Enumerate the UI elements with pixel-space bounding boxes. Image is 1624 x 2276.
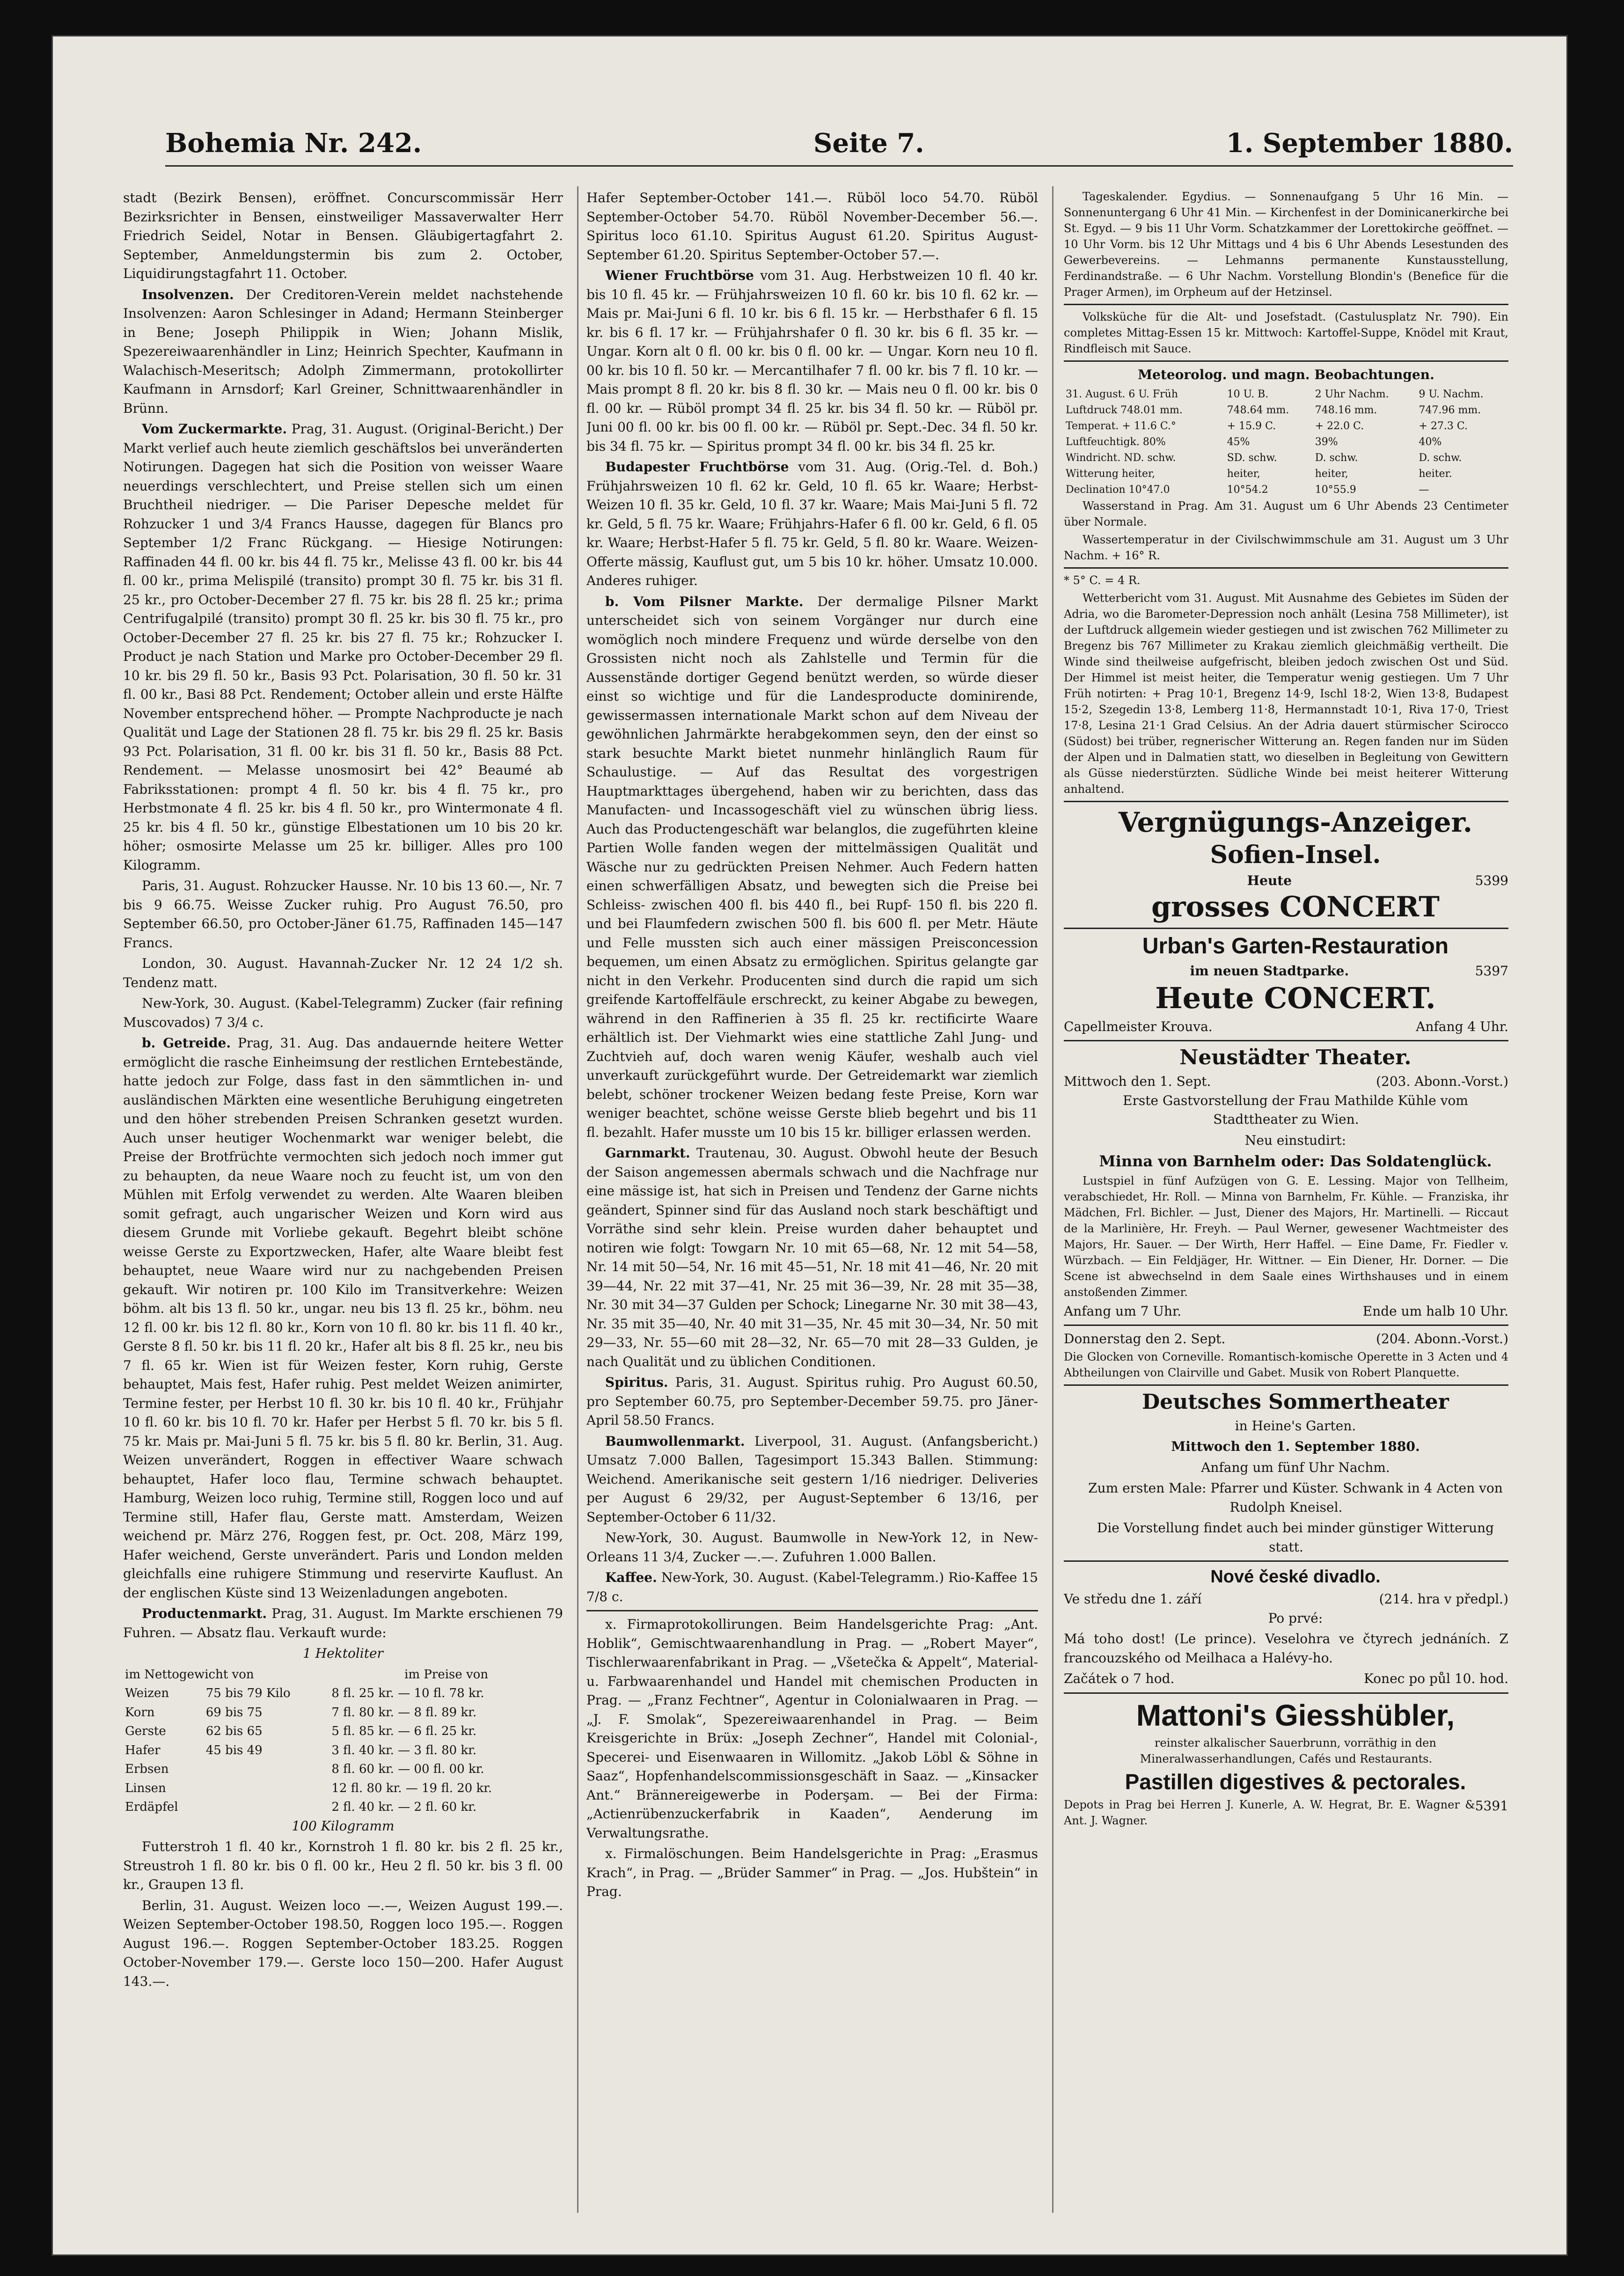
table-cell: 7 fl. 80 kr. — 8 fl. 89 kr. [331, 1705, 477, 1720]
ad-number: 5399 [1475, 872, 1508, 888]
nove-abonn: (214. hra v předpl.) [1379, 1591, 1508, 1607]
table-row [1064, 482, 1508, 498]
divider [1064, 1560, 1508, 1562]
table-cell: Temperat. + 11.6 C.° [1066, 420, 1176, 432]
table-cell: 2 fl. 40 kr. — 2 fl. 60 kr. [331, 1800, 477, 1814]
donn-date: Donnerstag den 2. Sept. [1064, 1331, 1226, 1347]
neu-abonn: (203. Abonn.-Vorst.) [1376, 1074, 1508, 1089]
table-row [1064, 387, 1508, 403]
table-cell: Gerste [125, 1724, 166, 1738]
zucker-heading: Vom Zuckermarkte. [142, 421, 287, 437]
table-cell: Weizen [125, 1686, 169, 1700]
sommer-date: Mittwoch den 1. September 1880. [1171, 1439, 1420, 1454]
table-row [123, 1741, 563, 1760]
neu-date: Mittwoch den 1. Sept. [1064, 1074, 1211, 1089]
table-cell: heiter. [1419, 468, 1452, 480]
table-row [1064, 466, 1508, 482]
neu-start-line [1064, 1302, 1508, 1321]
nove-divadlo-title: Nové české divadlo. [1210, 1567, 1381, 1587]
volkskueche-text: Volksküche für die Alt- und Josefstadt. (Castulusplatz Nr. 790). Ein completes Mittag-Essen 15 kr. Mittwoch: Kartoffel-Suppe, Knödel mit Kraut, Rindfleisch mit Sauce. [1064, 310, 1508, 355]
table-cell: — [1419, 483, 1429, 496]
table-cell: heiter, [1315, 468, 1348, 480]
table-cell: Declination 10°47.0 [1066, 483, 1170, 496]
nove-date: Ve středu dne 1. září [1064, 1591, 1202, 1607]
table-cell: 10°54.2 [1227, 483, 1268, 496]
berlin-cont-text: Hafer September-October 141.—. Rüböl loco 54.70. Rüböl September-October 54.70. Rüböl November-December 56.—. Spiritus loco 61.10. Spiritus August 61.20. Spiritus August-September 61.20. Spiritus September-October 57.—. [586, 190, 1038, 263]
table-row [123, 1798, 563, 1817]
divider [1064, 1040, 1508, 1041]
table-header [123, 1665, 563, 1684]
sommertheater-title: Deutsches Sommertheater [1142, 1390, 1449, 1414]
table-cell: + 22.0 C. [1315, 420, 1364, 432]
table-row [1064, 450, 1508, 466]
minna-cast: Lustspiel in fünf Aufzügen von G. E. Lessing. Major von Tellheim, verabschiedet, Hr. Roll. — Minna von Barnhelm, Fr. Kühle. — Franziska, ihr Mädchen, Frl. Bichler. — Just, Diener des Majors, Hr. Martinelli. — Riccaut de la Marlinière, Hr. Freyh. — Paul Werner, gewesener Wachtmeister des Majors, Hr. Sauer. — Der Wirth, Herr Haffel. — Eine Dame, Fr. Fiedler v. Würzbach. — Ein Feldjäger, Hr. Wittner. — Ein Diener, Hr. Dorner. — Die Scene ist abwechselnd in dem Saale eines Wirthshauses und in einem anstoßenden Zimmer. [1064, 1174, 1508, 1299]
note-text: * 5° C. = 4 R. [1064, 573, 1141, 587]
table-cell: Hafer [125, 1743, 161, 1757]
table-cell: 2 Uhr Nachm. [1315, 388, 1389, 400]
table-cell: 747.96 mm. [1419, 404, 1481, 416]
column-1 [123, 189, 563, 2220]
table-row [123, 1722, 563, 1741]
table-cell: 45 bis 49 [205, 1743, 263, 1757]
london-text: London, 30. August. Havannah-Zucker Nr. 12 24 1/2 sh. Tendenz matt. [123, 956, 563, 990]
spiritus-text: Paris, 31. August. Spiritus ruhig. Pro August 60.50, pro September 60.75, pro September-December 59.75. pro Jäner-April 58.50 Francs. [586, 1375, 1038, 1428]
table-cell: 5 fl. 85 kr. — 6 fl. 25 kr. [331, 1724, 477, 1738]
divider [1064, 1384, 1508, 1386]
table-cell: D. schw. [1419, 452, 1462, 464]
glocken-text: Die Glocken von Corneville. Romantisch-komische Operette in 3 Acten und 4 Abtheilungen von Clairville und Gabet. Musik von Robert Planquette. [1064, 1350, 1508, 1379]
urban-sub: im neuen Stadtparke. [1190, 963, 1349, 979]
meteo-table [1064, 387, 1508, 498]
neustaedter-title: Neustädter Theater. [1179, 1046, 1412, 1069]
wetterbericht-text: Wetterbericht vom 31. August. Mit Ausnahme des Gebietes im Süden der Adria, wo die Barometer-Depression noch anhält (Lesina 758 Millimeter), ist der Luftdruck allgemein wieder gestiegen und ist zwischen 762 Millimeter zu Bregenz bis 767 Millimeter zu Krakau ziemlich gleichmäßig vertheilt. Die Winde sind theilweise aufgefrischt, bleiben jedoch zwischen Ost und Süd. Der Himmel ist meist heiter, die Temperatur wenig gestiegen. Um 7 Uhr Früh notirten: + Prag 10·1, Bregenz 14·9, Ischl 18·2, Wien 13·8, Budapest 15·2, Szegedin 13·8, Lemberg 11·8, Hermannstadt 10·1, Riva 17·0, Triest 17·8, Lesina 21·1 Grad Celsius. An der Adria dauert stürmischer Scirocco (Südost) bei trüber, regnerischer Witterung an. Regen fanden nur im Süden der Alpen und in Dalmatien statt, wo dieselben in Begleitung von Gewittern als Güsse niederstürzten. Südliche Winde bei meist heiterer Witterung anhaltend. [1064, 591, 1508, 796]
paris-text: Paris, 31. August. Rohzucker Hausse. Nr. 10 bis 13 60.—, Nr. 7 bis 9 66.75. Weisse Zucker ruhig. Pro August 76.50, pro September 66.50, pro October-Jäner 61.75, Raffinaden 145—147 Francs. [123, 878, 563, 951]
table-row [123, 1760, 563, 1779]
kaffee-text: New-York, 30. August. (Kabel-Telegramm.) Rio-Kaffee 15 7/8 c. [586, 1570, 1038, 1604]
table-row [123, 1779, 563, 1798]
table-cell: Windricht. ND. schw. [1066, 452, 1176, 464]
table-cell [204, 1760, 330, 1779]
heute-label: Heute [1247, 872, 1292, 888]
baum-text: Liverpool, 31. August. (Anfangsbericht.) Umsatz 7.000 Ballen, Tagesimport 15.343 Ballen. Stimmung: Weichend. Amerikanische seit gestern 1/16 niedriger. Deliveries per August 6 29/32, per August-September 6 13/16, per September-October 6 11/32. [586, 1433, 1038, 1525]
table-cell: 40% [1419, 436, 1442, 448]
table-cell: Korn [125, 1705, 155, 1720]
pest-text: vom 31. Aug. (Orig.-Tel. d. Boh.) Frühjahrsweizen 10 fl. 62 kr. Geld, 10 fl. 65 kr. Waare; Herbst-Weizen 10 fl. 35 kr. Geld, 10 fl. 37 kr. Waare; Mais Mai-Juni 5 fl. 72 kr. Geld, 5 fl. 75 kr. Waare; Frühjahrs-Hafer 6 fl. 00 kr. Geld, 6 fl. 05 kr. Waare; Herbst-Hafer 5 fl. 75 kr. Geld, 5 fl. 80 kr. Waare. Weizen-Offerte mässig, Kauflust gut, um 5 bis 10 kr. höher. Umsatz 10.000. Anderes ruhiger. [586, 459, 1038, 588]
produkten-text: Prag, 31. August. Im Markte erschienen 79 Fuhren. — Absatz flau. Verkauft wurde: [123, 1606, 563, 1640]
urban-title: Urban's Garten-Restauration [1142, 934, 1449, 959]
divider [1064, 1325, 1508, 1326]
column-2 [586, 189, 1038, 2220]
table-row [1064, 403, 1508, 418]
divider [586, 1610, 1038, 1611]
pilsen-text: Der dermalige Pilsner Markt unterscheidet sich von seinem Vorgänger nur durch eine womöglich noch mindere Frequenz und würde derselbe von den Grossisten nicht noch als Zahlstelle und Termin für die Aussenstände dortiger Gegend benützt werden, so würde dieser einst so wichtige und für die Landesproducte dominirende, gewissermassen internationale Markt schon auf dem Niveau der gewöhnlichen Jahrmärkte herabgekommen seyn, den der einst so stark besuchte Markt bietet nunmehr hinlänglich Raum für Schaulustige. — Auf das Resultat des vorgestrigen Hauptmarkttages übergehend, haben wir zu berichten, dass das Manufacten- und Incassogeschäft viel zu wünschen übrig liess. Auch das Productengeschäft war belanglos, die zugeführten kleine Partien Wolle fanden wegen der mittelmässigen Qualität und Wäsche nur zu gedrückten Preisen Nehmer. Auch Federn hatten einen schwerfälligen Absatz, und bewegten sich die Preise bei Schleiss- zwischen 400 fl. bis 440 fl., bei Rupf- 150 fl. bis 220 fl. und bei Flaumfedern zwischen 500 fl. bis 600 fl. per Metr. Häute und Felle mussten sich auch einer mässigen Preisconcession bequemen, um einen Absatz zu ermöglichen. Spiritus gelangte gar nicht in den Verkehr. Producenten sind durch die rapid um sich greifende Kartoffelfäule erschreckt, zu keiner Abgabe zu bewegen, während in den Raffinerien à 35 fl. 25 kr. rectificirte Waare erhältlich ist. Der Viehmarkt wies eine stattliche Zahl Jung- und Zuchtvieh auf, doch waren wenig Käufer, weshalb auch viel unverkauft zurückgeführt wurde. Der Getreidemarkt war ziemlich belebt, schöner trockener Weizen bedang feste Preise, Korn war weniger beachtet, schöne weisse Gerste blieb begehrt und bis 11 fl. bezahlt. Hafer musste um 10 bis 15 kr. billiger erlassen werden. [586, 593, 1038, 1140]
sofien-title: Sofien-Insel. [1210, 840, 1381, 869]
table-cell: + 15.9 C. [1227, 420, 1276, 432]
column-rule [1052, 186, 1053, 2213]
ad-number: 5391 [1475, 1798, 1508, 1814]
neu-end: Ende um halb 10 Uhr. [1362, 1303, 1508, 1319]
getreide-heading: b. Getreide. [142, 1035, 231, 1051]
column-rule [577, 186, 578, 2213]
divider [1064, 928, 1508, 929]
sommer-play: Zum ersten Male: Pfarrer und Küster. Schwank in 4 Acten von Rudolph Kneisel. [1088, 1480, 1503, 1515]
newspaper-page [51, 35, 1568, 2256]
neu-date-line [1064, 1072, 1508, 1091]
table-cell: D. schw. [1315, 452, 1358, 464]
table-cell: 10 U. B. [1227, 388, 1269, 400]
nove-play: Má toho dost! (Le prince). Veselohra ve čtyrech jednáních. Z francouzského od Meilhaca a Halévy-ho. [1064, 1631, 1508, 1666]
table-cell: 748.64 mm. [1227, 404, 1289, 416]
kilo-caption: 100 Kilogramm [292, 1818, 395, 1834]
sommer-venue: in Heine's Garten. [1235, 1418, 1356, 1434]
nove-start: Začátek o 7 hod. [1064, 1671, 1175, 1686]
urban-sub-line [1064, 962, 1508, 981]
table-cell: 748.16 mm. [1315, 404, 1377, 416]
date: 1. September 1880. [1226, 128, 1513, 159]
pastillen-title: Pastillen digestives & pectorales. [1125, 1769, 1466, 1794]
table-header-cell: im Preise von [404, 1667, 489, 1682]
berlin-text: Berlin, 31. August. Weizen loco —.—, Weizen August 199.—. Weizen September-October 198.50, Roggen loco 195.—. Roggen August 196.—. Roggen September-October 183.25. Roggen October-November 179.—. Gerste loco 150—200. Hafer August 143.—. [123, 1897, 563, 1989]
wasserstand-text: Wasserstand in Prag. Am 31. August um 6 Uhr Abends 23 Centimeter über Normale. [1064, 499, 1508, 528]
column-3 [1064, 189, 1508, 2220]
insolvenzen-heading: Insolvenzen. [142, 286, 234, 302]
getreide-text: Prag, 31. Aug. Das andauernde heitere Wetter ermöglicht die rasche Einheimsung der restlichen Erntebestände, hatte jedoch zur Folge, dass fast in den sämmtlichen in- und ausländischen Märkten eine wesentliche Beruhigung eingetreten und den höher strebenden Preisen Schranken gesetzt wurden. Auch unser heutiger Wochenmarkt war weniger belebt, die Preise der Brotfrüchte vermochten sich jedoch noch immer gut zu behaupten, da neue Waare noch zu feucht ist, um von den Mühlen mit Erfolg verwendet zu werden. Alte Waaren bleiben somit gefragt, auch ungarischer Weizen und Korn wird aus diesem Grunde mit Vorliebe gekauft. Begehrt bleibt schöne weisse Gerste zu Exportzwecken, Hafer, alte Waare bleibt fest behauptet, neue Waare wird nur zu nachgebenden Preisen gekauft. Wir notiren pr. 100 Kilo im Transitverkehre: Weizen böhm. alt bis 13 fl. 50 kr., ungar. neu bis 13 fl. 25 kr., böhm. neu 12 fl. 00 kr. bis 12 fl. 80 kr., Korn von 10 fl. 80 kr. bis 11 fl. 40 kr., Gerste 8 fl. 50 kr. bis 11 fl. 20 kr., Hafer alt bis 8 fl. 25 kr., neu bis 7 fl. 65 kr. Wien ist für Weizen fester, Korn ruhig, Gerste behauptet, Mais fest, Hafer ruhig. Pest meldet Weizen animirter, Termine fester, per Herbst 10 fl. 30 kr. bis 10 fl. 40 kr., Frühjahr 10 fl. 60 kr. bis 10 fl. 70 kr. Hafer per Herbst 5 fl. 70 kr. bis 5 fl. 75 kr. Mais pr. Mai-Juni 5 fl. 75 kr. bis 5 fl. 80 kr. Berlin, 31. Aug. Weizen unverändert, Roggen in effectiver Waare schwach behauptet, Hafer loco flau, Termine schwach behauptet. Hamburg, Weizen loco ruhig, Termine still, Roggen loco und auf Termine still, Hafer flau, Gerste matt. Amsterdam, Weizen weichend pr. März 276, Roggen fest, pr. Oct. 208, März 199, Hafer weichend, Gerste unverändert. Paris und London melden gleichfalls eine ruhigere Stimmung und reservirte Kauflust. An der englischen Küste sind 13 Weizenladungen angeboten. [123, 1035, 563, 1601]
divider [1064, 1692, 1508, 1694]
donn-abonn: (204. Abonn.-Vorst.) [1376, 1331, 1508, 1347]
meteo-heading: Meteorolog. und magn. Beobachtungen. [1138, 367, 1434, 382]
table-cell: 12 fl. 80 kr. — 19 fl. 20 kr. [331, 1781, 492, 1795]
table-cell: SD. schw. [1227, 452, 1277, 464]
table-cell: Erdäpfel [125, 1800, 178, 1814]
table-cell: Linsen [125, 1781, 166, 1795]
nove-time-line [1064, 1669, 1508, 1689]
table-cell: 10°55.9 [1315, 483, 1356, 496]
minna-title: Minna von Barnhelm oder: Das Soldatenglück. [1099, 1152, 1492, 1170]
capell-line [1064, 1017, 1508, 1037]
mattoni-desc: reinster alkalischer Sauerbrunn, vorräthig in den Mineralwasserhandlungen, Cafés und Restaurants. [1140, 1736, 1436, 1765]
table-row [1064, 434, 1508, 450]
divider [1064, 360, 1508, 362]
table-row [123, 1684, 563, 1703]
price-table [123, 1665, 563, 1817]
table-cell: Erbsen [125, 1762, 169, 1776]
page-number: Seite 7. [813, 128, 924, 159]
divider [1064, 567, 1508, 569]
capell-right: Anfang 4 Uhr. [1416, 1018, 1508, 1034]
ad-number: 5397 [1475, 963, 1508, 979]
table-row [123, 1703, 563, 1722]
grosses-concert: grosses CONCERT [1151, 891, 1440, 923]
table-cell: + 27.3 C. [1419, 420, 1468, 432]
sommer-note: Die Vorstellung findet auch bei minder günstiger Witterung statt. [1097, 1520, 1494, 1555]
table-row [1064, 418, 1508, 434]
wien-text: vom 31. Aug. Herbstweizen 10 fl. 40 kr. bis 10 fl. 45 kr. — Frühjahrsweizen 10 fl. 60 kr. bis 10 fl. 62 kr. — Mais pr. Mai-Juni 6 fl. 10 kr. bis 6 fl. 15 kr. — Herbsthafer 6 fl. 15 kr. bis 6 fl. 17 kr. — Frühjahrshafer 0 fl. 30 kr. bis 6 fl. 35 kr. — Ungar. Korn alt 0 fl. 00 kr. bis 0 fl. 00 kr. — Ungar. Korn neu 10 fl. 00 kr. bis 10 fl. 50 kr. — Mercantilhafer 7 fl. 00 kr. bis 7 fl. 10 kr. — Mais prompt 8 fl. 20 kr. bis 8 fl. 30 kr. — Mais neu 0 fl. 00 kr. bis 0 fl. 00 kr. — Rüböl prompt 34 fl. 25 kr. bis 34 fl. 50 kr. — Rüböl pr. Juni 00 fl. 00 kr. bis 00 fl. 00 kr. — Rüböl pr. Sept.-Dec. 34 fl. 50 kr. bis 34 fl. 75 kr. — Spiritus prompt 34 fl. 00 kr. bis 34 fl. 25 kr. [586, 268, 1038, 454]
nove-end: Konec po půl 10. hod. [1364, 1671, 1508, 1686]
newyork-text: New-York, 30. August. (Kabel-Telegramm) Zucker (fair refining Muscovados) 7 3/4 c. [123, 995, 563, 1030]
table-cell: 69 bis 75 [205, 1705, 263, 1720]
nove-date-line [1064, 1590, 1508, 1609]
garn-heading: Garnmarkt. [605, 1145, 690, 1161]
table-cell: 39% [1315, 436, 1338, 448]
hekto-caption: 1 Hektoliter [303, 1646, 383, 1661]
kaffee-heading: Kaffee. [605, 1570, 657, 1585]
table-cell: 75 bis 79 Kilo [205, 1686, 291, 1700]
tageskalender-text: Tageskalender. Egydius. — Sonnenaufgang 5 Uhr 16 Min. — Sonnenuntergang 6 Uhr 41 Min. — Kirchenfest in der Dominicanerkirche bei St. Egyd. — 9 bis 11 Uhr Vorm. Schatzkammer der Lorettokirche geöffnet. — 10 Uhr Vorm. bis 12 Uhr Mittags und 4 bis 6 Uhr Abends Lesestunden des Gewerbevereins. — Lehmanns permanente Kunstausstellung, Ferdinandstraße. — 6 Uhr Nachm. Vorstellung Blondin's (Benefice für die Prager Armen), im Orpheum auf der Hetzinsel. [1064, 190, 1508, 299]
mattoni-depot-line [1064, 1797, 1508, 1829]
zucker-text: Prag, 31. August. (Original-Bericht.) Der Markt verlief auch heute ziemlich geschäftslos bei unveränderten Notirungen. Dagegen hat sich die Position von weisser Waare neuerdings verschlechtert, und Preise stellen sich um einen Bruchtheil niedriger. — Die Pariser Depesche meldet für Rohzucker 1 und 3/4 Francs Hausse, dagegen für Blancs pro September 1/2 Franc Rückgang. — Hiesige Notirungen: Raffinaden 44 fl. 00 kr. bis 44 fl. 75 kr., Melisse 43 fl. 00 kr. bis 44 fl. 00 kr., prima Melispilé (transito) prompt 30 fl. 75 kr. bis 31 fl. 25 kr., pro October-December 27 fl. 75 kr. bis 28 fl. 25 kr.; prima Centrifugalpilé (transito) prompt 30 fl. 25 kr. bis 30 fl. 75 kr., pro October-December 27 fl. 25 kr. bis 27 fl. 75 kr.; Rohzucker I. Product je nach Station und Marke pro October-December 29 fl. 10 kr. bis 29 fl. 50 kr., Basis 93 Pct. Polarisation, 30 fl. 50 kr. 31 fl. 00 kr., Basi 88 Pct. Rendement; October allein und erste Hälfte November entsprechend höher. — Prompte Nachproducte je nach Qualität und Lage der Stationen 28 fl. 75 kr. bis 29 fl. 25 kr. Basis 93 Pct. Polarisation, 31 fl. 00 kr. bis 31 fl. 50 kr., Basis 88 Pct. Rendement. — Melasse unosmosirt bei 42° Beaumé ab Fabriksstationen: prompt 4 fl. 50 kr. bis 4 fl. 75 kr., pro Herbstmonate 4 fl. 25 kr. bis 4 fl. 50 kr., pro Wintermonate 4 fl. 25 kr. bis 4 fl. 50 kr., günstige Elbestationen um 10 bis 20 kr. höher; osmosirte Melasse um 25 kr. billiger. Alles pro 100 Kilogramm. [123, 421, 563, 873]
vergnuegungs-title: Vergnügungs-Anzeiger. [1118, 806, 1473, 838]
table-cell: Witterung heiter, [1066, 468, 1156, 480]
sommer-start: Anfang um fünf Uhr Nachm. [1201, 1459, 1390, 1475]
insolvenzen-text: Der Creditoren-Verein meldet nachstehende Insolvenzen: Aaron Schlesinger in Adand; Hermann Steinberger in Bene; Joseph Philippik in Wien; Johann Mislik, Spezereiwaarenhändler in Linz; Heinrich Spechter, Kaufmann in Walachisch-Meseritsch; Adolph Zimmermann, protokollirter Kaufmann in Arnsdorf; Karl Greiner, Schnittwaarenhändler in Brünn. [123, 286, 563, 416]
table-cell: 3 fl. 40 kr. — 3 fl. 80 kr. [331, 1743, 477, 1757]
baum-ny-text: New-York, 30. August. Baumwolle in New-York 12, in New-Orleans 11 3/4, Zucker —.—. Zufuhren 1.000 Ballen. [586, 1530, 1038, 1565]
produkten-heading: Productenmarkt. [142, 1606, 267, 1621]
divider [1064, 304, 1508, 305]
neu-gast: Erste Gastvorstellung der Frau Mathilde Kühle vom Stadttheater zu Wien. [1123, 1092, 1468, 1127]
donn-line [1064, 1330, 1508, 1349]
heute-concert: Heute CONCERT. [1155, 981, 1436, 1015]
pest-heading: Budapester Fruchtbörse [605, 459, 789, 475]
table-cell [204, 1798, 330, 1817]
table-cell: Luftfeuchtigk. 80% [1066, 436, 1166, 448]
mattoni-depot: Depots in Prag bei Herren J. Kunerle, A. W. Hegrat, Br. E. Wagner & Ant. J. Wagner. [1064, 1798, 1475, 1827]
firma-text: x. Firmaprotokollirungen. Beim Handelsgerichte Prag: „Ant. Hoblik“, Gemischtwaarenhandlung in Prag. — „Robert Mayer“, Tischlerwaarenfabrikant in Prag. — „Všetečka & Appelt“, Material- u. Farbwaarenhandel und Handel mit chemischen Producten in Prag. — „Franz Fechtner“, Agentur in Colonialwaaren in Prag. — „J. F. Smolak“, Spezereiwaarenhandel in Prag. — Beim Kreisgerichte in Brüx: „Joseph Zechner“, Handel mit Colonial-, Specerei- und Eisenwaaren in Willomitz. „Jakob Löbl & Söhne in Saaz“, Hopfenhandelscommissionsgeschäft in Saaz. — „Kinsacker Ant.“ Brännereigewerbe in Poderşam. — Bei der Firma: „Actienrübenzuckerfabrik in Kaaden“, Aenderung im Verwaltungsrathe. [586, 1617, 1038, 1841]
capell-left: Capellmeister Krouva. [1064, 1018, 1213, 1034]
masthead-rule [165, 165, 1513, 167]
neu-start: Anfang um 7 Uhr. [1064, 1303, 1182, 1319]
pilsen-heading: b. Vom Pilsner Markte. [605, 593, 804, 609]
table-cell: 8 fl. 25 kr. — 10 fl. 78 kr. [331, 1686, 484, 1700]
garn-text: Trautenau, 30. August. Obwohl heute der Besuch der Saison angemessen abermals schwach und die Nachfrage nur eine mässige ist, hat sich in Preisen und Tendenz der Garne nichts geändert, Spinner sind für das Ausland noch stark beschäftigt und Vorräthe sind sehr klein. Preise wurden daher behauptet und notiren wie folgt: Towgarn Nr. 10 mit 65—68, Nr. 12 mit 54—58, Nr. 14 mit 50—54, Nr. 16 mit 45—51, Nr. 18 mit 41—46, Nr. 20 mit 39—44, Nr. 22 mit 37—41, Nr. 25 mit 36—39, Nr. 28 mit 35—38, Nr. 30 mit 34—37 Gulden per Schock; Linegarne Nr. 30 mit 38—43, Nr. 35 mit 35—40, Nr. 40 mit 31—35, Nr. 45 mit 30—34, Nr. 50 mit 29—33, Nr. 55—60 mit 28—32, Nr. 65—70 mit 28—33 Gulden, je nach Qualität und zu üblichen Conditionen. [586, 1145, 1038, 1369]
table-cell: 31. August. 6 U. Früh [1066, 388, 1178, 400]
concurs-text: stadt (Bezirk Bensen), eröffnet. Concurscommissär Herr Bezirksrichter in Bensen, einstweiliger Massaverwalter Herr Friedrich Seidel, Notar in Bensen. Gläubigertagfahrt 2. September, Anmeldungstermin bis zum 2. October, Liquidirungstagfahrt 11. October. [123, 190, 563, 281]
table-header-cell: im Nettogewicht von [125, 1667, 254, 1682]
spiritus-heading: Spiritus. [605, 1375, 668, 1390]
neu-einstudirt: Neu einstudirt: [1244, 1132, 1346, 1148]
masthead [165, 109, 1513, 175]
mattoni-title: Mattoni's Giesshübler, [1136, 1698, 1455, 1732]
wien-heading: Wiener Fruchtbörse [605, 268, 754, 283]
wassertemp-text: Wassertemperatur in der Civilschwimmschule am 31. August um 3 Uhr Nachm. + 16° R. [1064, 533, 1508, 562]
baum-heading: Baumwollenmarkt. [605, 1433, 745, 1449]
table-cell: 9 U. Nachm. [1419, 388, 1484, 400]
table-cell: heiter, [1227, 468, 1260, 480]
table-cell: 8 fl. 60 kr. — 00 fl. 00 kr. [331, 1762, 484, 1776]
heute-line [1064, 871, 1508, 891]
loesch-text: x. Firmalöschungen. Beim Handelsgerichte in Prag: „Erasmus Krach“, in Prag. — „Brüder Sammer“ in Prag. — „Jos. Hubštein“ in Prag. [586, 1846, 1038, 1899]
nove-po-prve: Po prvé: [1268, 1610, 1323, 1626]
paper-title: Bohemia Nr. 242. [165, 128, 422, 159]
kilo-text: Futterstroh 1 fl. 40 kr., Kornstroh 1 fl. 80 kr. bis 2 fl. 25 kr., Streustroh 1 fl. 80 kr. bis 0 fl. 00 kr., Heu 2 fl. 50 kr. bis 3 fl. 00 kr., Graupen 13 fl. [123, 1839, 563, 1892]
table-cell: 62 bis 65 [205, 1724, 263, 1738]
table-cell: 45% [1227, 436, 1250, 448]
table-cell [204, 1779, 330, 1798]
divider [1064, 801, 1508, 802]
table-cell: Luftdruck 748.01 mm. [1066, 404, 1183, 416]
